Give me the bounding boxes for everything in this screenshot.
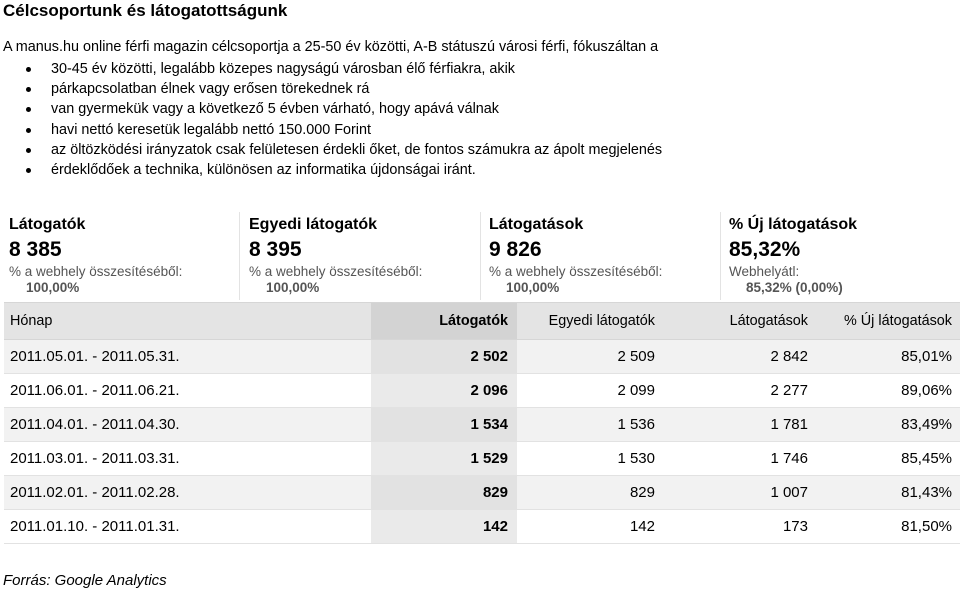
col-header-unique-visitors[interactable]: Egyedi látogatók [548, 313, 655, 329]
cell-new-visits: 81,43% [901, 484, 952, 501]
col-header-visitors[interactable]: Látogatók [439, 313, 508, 329]
cell-unique-visitors: 1 530 [617, 450, 655, 467]
cell-month: 2011.04.01. - 2011.04.30. [10, 416, 180, 433]
stat-value: 8 395 [249, 238, 302, 261]
stat-sub-value: 100,00% [266, 280, 320, 295]
stat-new-visits [724, 212, 960, 300]
bullet-list [0, 59, 662, 180]
divider [720, 212, 721, 300]
cell-visitors: 829 [482, 484, 508, 501]
table-header [4, 302, 960, 340]
divider [239, 212, 240, 300]
bullet-icon [26, 168, 31, 173]
cell-unique-visitors: 2 509 [617, 348, 655, 365]
stat-sub-label: % a webhely összesítéséből: [489, 264, 663, 279]
table-row [4, 408, 960, 442]
cell-new-visits: 89,06% [901, 382, 952, 399]
bullet-item [0, 140, 662, 160]
stat-visitors [4, 212, 239, 300]
intro-text: A manus.hu online férfi magazin célcsoportja a 25-50 év közötti, A-B státuszú városi férfi, fókuszáltan a [3, 39, 659, 55]
cell-new-visits: 85,45% [901, 450, 952, 467]
divider [480, 212, 481, 300]
monthly-table [4, 302, 960, 544]
table-row [4, 510, 960, 544]
cell-visits: 1 781 [770, 416, 808, 433]
page-title: Célcsoportunk és látogatottságunk [3, 1, 288, 20]
stat-value: 85,32% [729, 238, 801, 261]
col-header-month[interactable]: Hónap [10, 313, 53, 329]
cell-month: 2011.03.01. - 2011.03.31. [10, 450, 180, 467]
stat-sub-value: 100,00% [26, 280, 80, 295]
cell-visitors: 1 534 [470, 416, 508, 433]
cell-unique-visitors: 142 [629, 518, 655, 535]
cell-visitors: 1 529 [470, 450, 508, 467]
cell-visitors: 2 096 [470, 382, 508, 399]
table-row [4, 442, 960, 476]
bullet-icon [26, 67, 31, 72]
table-row [4, 476, 960, 510]
cell-visits: 2 277 [770, 382, 808, 399]
cell-month: 2011.05.01. - 2011.05.31. [10, 348, 180, 365]
stat-label: Látogatók [9, 216, 86, 233]
cell-new-visits: 81,50% [901, 518, 952, 535]
summary-stats [4, 212, 960, 300]
stat-label: % Új látogatások [729, 216, 858, 233]
cell-visitors: 142 [482, 518, 508, 535]
stat-sub-label: % a webhely összesítéséből: [9, 264, 183, 279]
cell-month: 2011.02.01. - 2011.02.28. [10, 484, 180, 501]
cell-unique-visitors: 1 536 [617, 416, 655, 433]
stat-value: 9 826 [489, 238, 542, 261]
source-note: Forrás: Google Analytics [3, 572, 167, 589]
cell-visits: 173 [782, 518, 808, 535]
cell-visitors: 2 502 [470, 348, 508, 365]
bullet-icon [26, 107, 31, 112]
cell-month: 2011.06.01. - 2011.06.21. [10, 382, 180, 399]
stat-label: Egyedi látogatók [249, 216, 378, 233]
cell-visits: 1 007 [770, 484, 808, 501]
bullet-item [0, 79, 662, 99]
bullet-item [0, 59, 662, 79]
bullet-text: van gyermekük vagy a következő 5 évben várható, hogy apává válnak [51, 101, 499, 118]
cell-new-visits: 85,01% [901, 348, 952, 365]
stat-visits [484, 212, 719, 300]
bullet-item [0, 99, 662, 119]
table-row [4, 374, 960, 408]
cell-unique-visitors: 2 099 [617, 382, 655, 399]
col-header-new-visits[interactable]: % Új látogatások [844, 313, 952, 329]
bullet-icon [26, 148, 31, 153]
bullet-text: az öltözködési irányzatok csak felületesen érdekli őket, de fontos számukra az ápolt megjelenés [51, 141, 663, 158]
stat-value: 8 385 [9, 238, 62, 261]
bullet-text: 30-45 év közötti, legalább közepes nagyságú városban élő férfiakra, akik [51, 61, 515, 77]
bullet-text: havi nettó keresetük legalább nettó 150.000 Forint [51, 121, 372, 138]
cell-unique-visitors: 829 [629, 484, 655, 501]
bullet-icon [26, 87, 31, 92]
stat-sub-label: % a webhely összesítéséből: [249, 264, 423, 279]
stat-unique-visitors [244, 212, 479, 300]
bullet-item [0, 160, 662, 180]
stat-sub-label: Webhelyátl: [729, 264, 800, 279]
bullet-text: érdeklődőek a technika, különösen az informatika újdonságai iránt. [51, 161, 476, 178]
stat-sub-value: 85,32% (0,00%) [746, 280, 843, 295]
stat-label: Látogatások [489, 216, 584, 233]
cell-visits: 2 842 [770, 348, 808, 365]
cell-visits: 1 746 [770, 450, 808, 467]
col-header-visits[interactable]: Látogatások [729, 313, 808, 329]
bullet-text: párkapcsolatban élnek vagy erősen törekednek rá [51, 81, 370, 98]
stat-sub-value: 100,00% [506, 280, 560, 295]
cell-new-visits: 83,49% [901, 416, 952, 433]
table-row [4, 340, 960, 374]
bullet-item [0, 120, 662, 140]
bullet-icon [26, 128, 31, 133]
cell-month: 2011.01.10. - 2011.01.31. [10, 518, 180, 535]
